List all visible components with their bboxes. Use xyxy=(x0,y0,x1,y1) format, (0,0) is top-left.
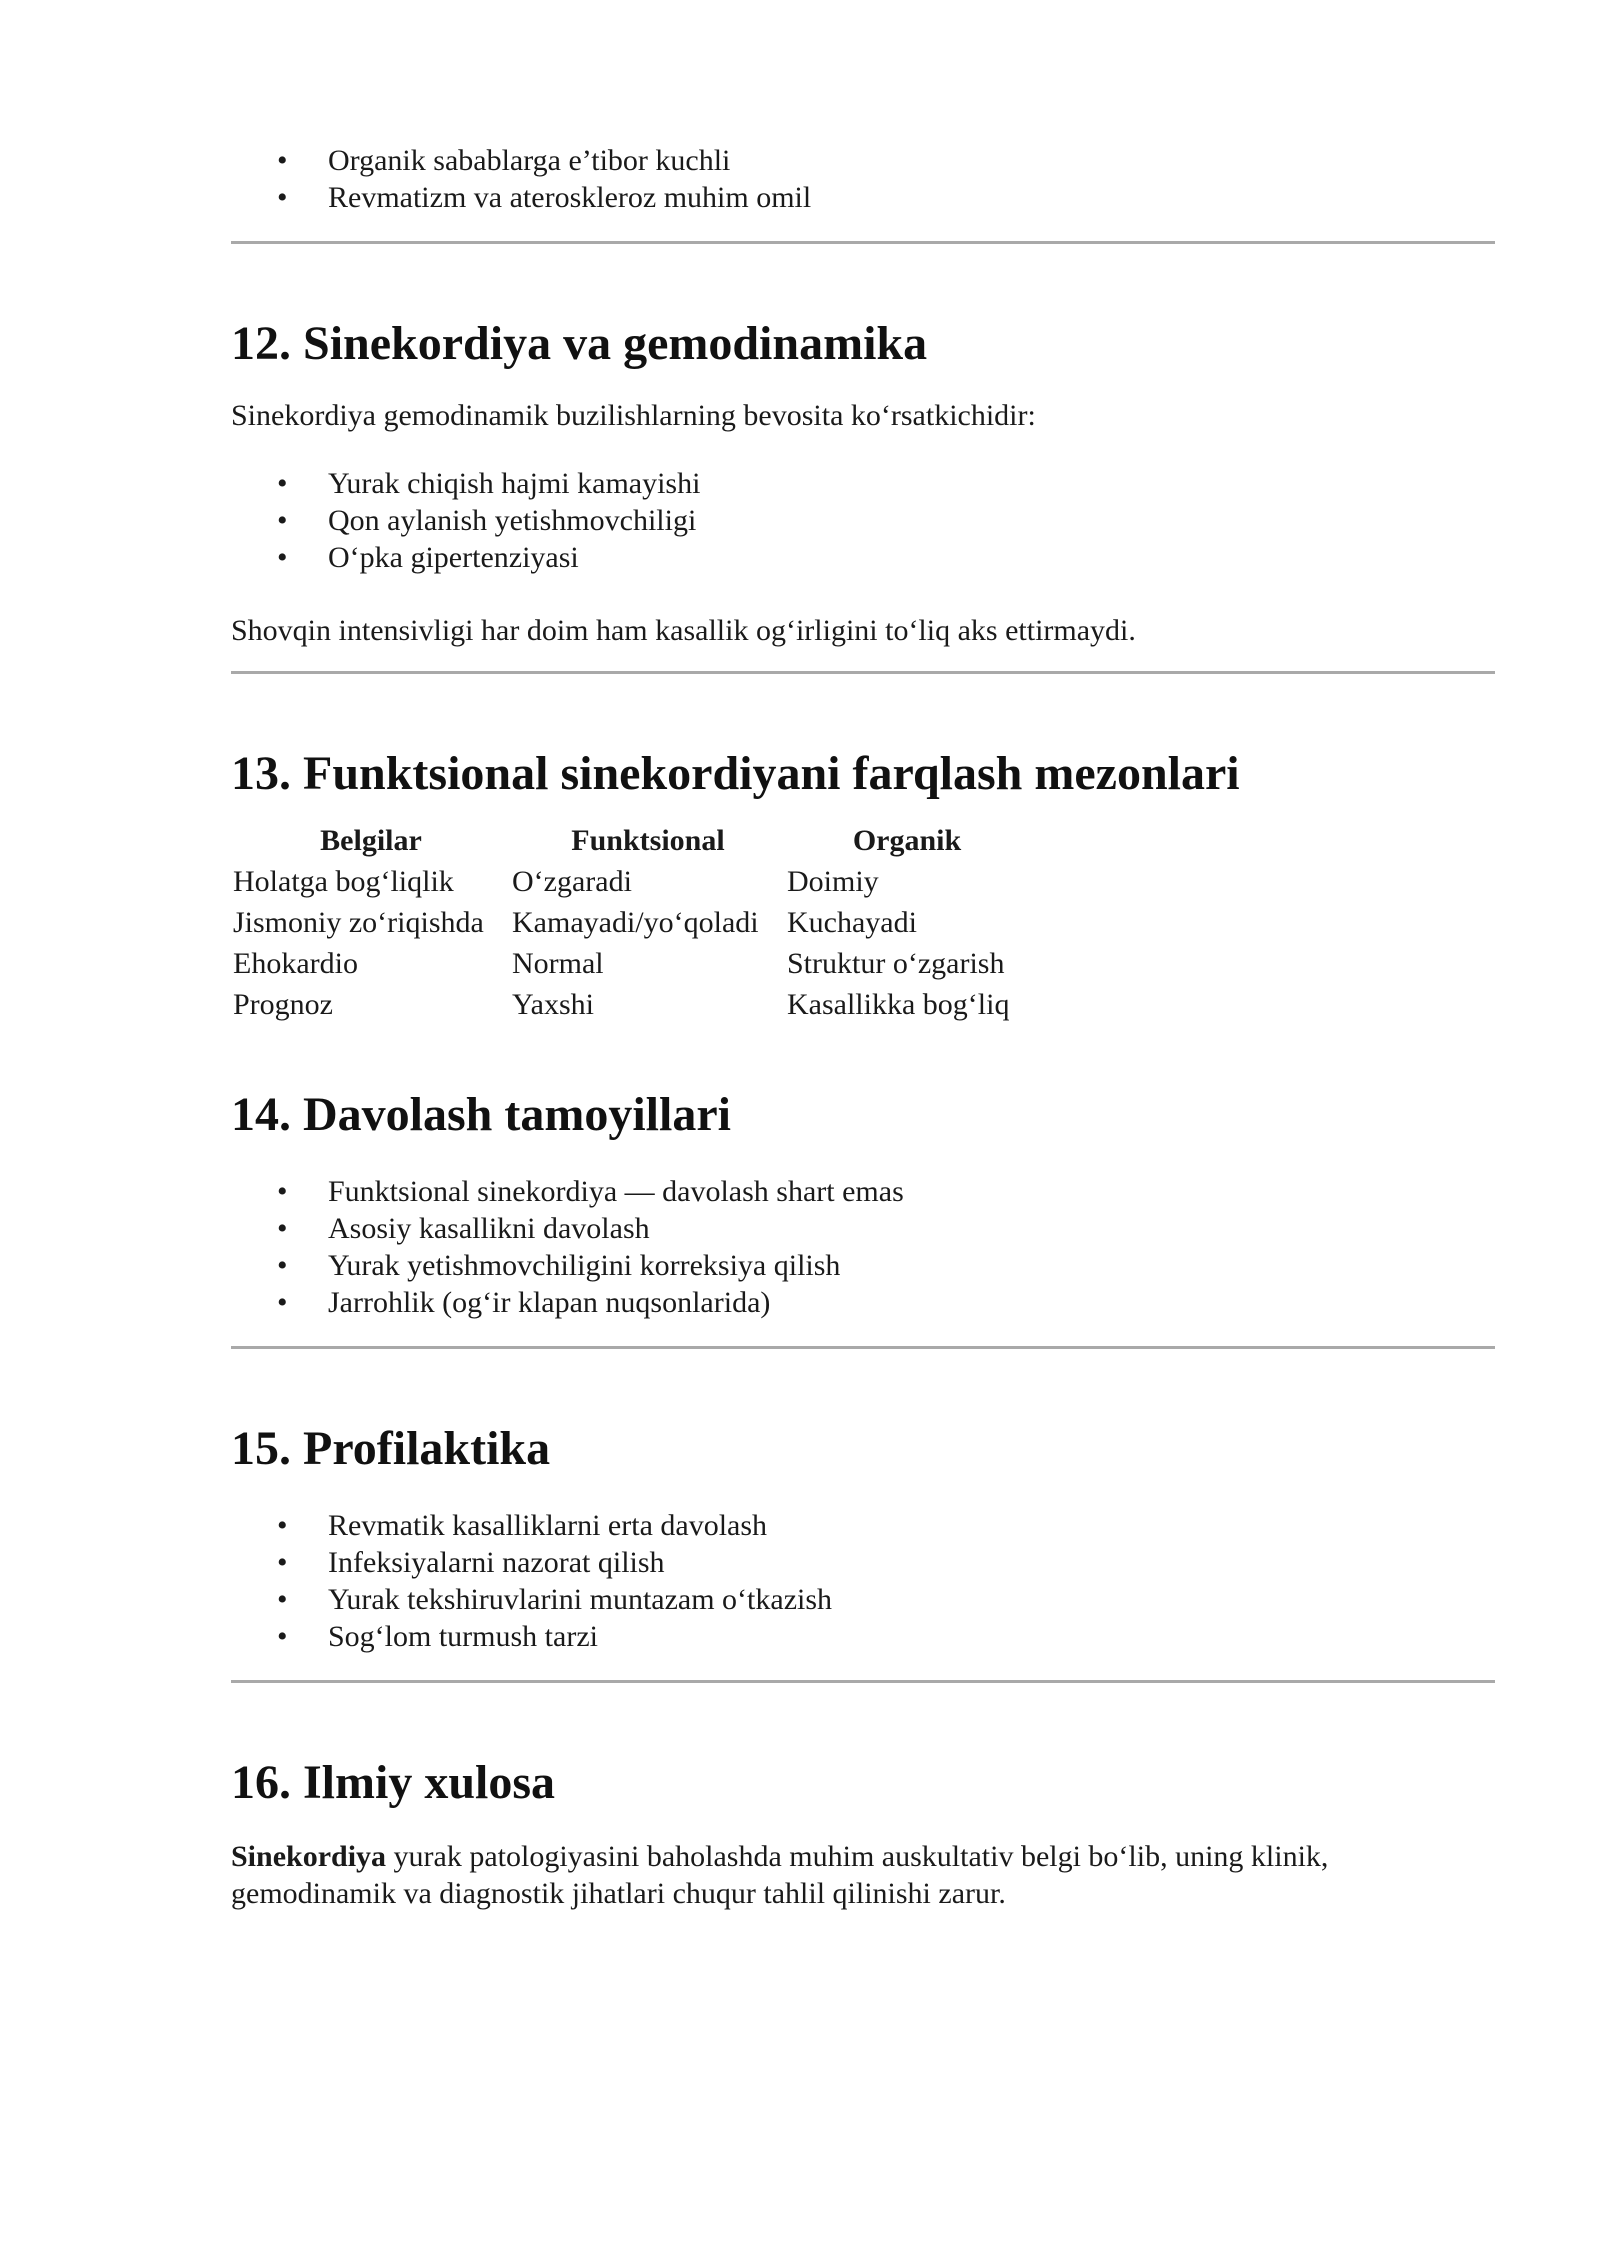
bullet-icon: • xyxy=(277,1212,288,1245)
section-divider xyxy=(231,241,1495,244)
section-12-note: Shovqin intensivligi har doim ham kasallik og‘irligini to‘liq aks ettirmaydi. xyxy=(231,614,1136,647)
list-item: • O‘pka gipertenziyasi xyxy=(277,541,579,574)
intro-list xyxy=(231,142,1495,216)
table-row xyxy=(233,984,1027,1025)
bullet-icon: • xyxy=(277,1286,288,1319)
bullet-icon: • xyxy=(277,541,288,574)
bullet-icon: • xyxy=(277,467,288,500)
list-item: • Sog‘lom turmush tarzi xyxy=(277,1620,598,1653)
section-15-heading: 15. Profilaktika xyxy=(231,1422,551,1475)
bullet-icon: • xyxy=(277,1583,288,1616)
table-cell: Kasallikka bog‘liq xyxy=(787,988,1010,1021)
table-row xyxy=(233,861,1027,902)
section-divider xyxy=(231,1680,1495,1683)
bullet-icon: • xyxy=(277,504,288,537)
table-cell: Normal xyxy=(512,947,604,980)
table-cell: Holatga bog‘liqlik xyxy=(233,865,454,898)
list-item: • Revmatik kasalliklarni erta davolash xyxy=(277,1509,768,1542)
table-cell: Doimiy xyxy=(787,865,879,898)
table-header-row xyxy=(233,820,1027,861)
bullet-icon: • xyxy=(277,181,288,214)
table-cell: Struktur o‘zgarish xyxy=(787,947,1005,980)
table-cell: Yaxshi xyxy=(512,988,594,1021)
list-item: • Qon aylanish yetishmovchiligi xyxy=(277,504,697,537)
list-item: • Revmatizm va ateroskleroz muhim omil xyxy=(277,181,812,214)
section-14-heading: 14. Davolash tamoyillari xyxy=(231,1088,731,1141)
list-item: • Funktsional sinekordiya — davolash shart emas xyxy=(277,1175,904,1208)
section-16-paragraph xyxy=(231,1838,1495,1912)
section-16-heading: 16. Ilmiy xulosa xyxy=(231,1756,556,1809)
bullet-icon: • xyxy=(277,1546,288,1579)
list-item: • Yurak yetishmovchiligini korreksiya qilish xyxy=(277,1249,841,1282)
section-14-list xyxy=(231,1173,1495,1321)
bullet-icon: • xyxy=(277,1509,288,1542)
list-item: • Yurak tekshiruvlarini muntazam o‘tkazish xyxy=(277,1583,833,1616)
list-item: • Asosiy kasallikni davolash xyxy=(277,1212,650,1245)
table-header-cell: Organik xyxy=(852,824,962,857)
table-cell: Ehokardio xyxy=(233,947,358,980)
section-12-list xyxy=(231,465,1495,576)
section-divider xyxy=(231,671,1495,674)
bullet-icon: • xyxy=(277,1620,288,1653)
section-12-heading: 12. Sinekordiya va gemodinamika xyxy=(231,317,928,370)
conclusion-lead-term: Sinekordiya xyxy=(231,1840,387,1873)
table-header-cell: Belgilar xyxy=(320,824,422,857)
bullet-icon: • xyxy=(277,1249,288,1282)
table-cell: Kuchayadi xyxy=(787,906,917,939)
table-cell: O‘zgaradi xyxy=(512,865,632,898)
list-item: • Infeksiyalarni nazorat qilish xyxy=(277,1546,665,1579)
bullet-icon: • xyxy=(277,144,288,177)
table-header-cell: Funktsional xyxy=(571,824,725,857)
list-item: • Yurak chiqish hajmi kamayishi xyxy=(277,467,701,500)
page-content xyxy=(231,142,1495,1912)
list-item: • Organik sabablarga e’tibor kuchli xyxy=(277,144,731,177)
table-row xyxy=(233,943,1027,984)
bullet-icon: • xyxy=(277,1175,288,1208)
conclusion-text: yurak patologiyasini baholashda muhim auskultativ belgi bo‘lib, uning klinik, gemodinamik va diagnostik jihatlari chuqur tahlil qilinishi zarur. xyxy=(231,1840,1329,1910)
section-12-intro: Sinekordiya gemodinamik buzilishlarning bevosita ko‘rsatkichidir: xyxy=(231,399,1036,432)
section-13-heading: 13. Funktsional sinekordiyani farqlash mezonlari xyxy=(231,747,1240,800)
section-15-list xyxy=(231,1507,1495,1655)
table-cell: Jismoniy zo‘riqishda xyxy=(233,906,484,939)
table-cell: Prognoz xyxy=(233,988,333,1021)
section-divider xyxy=(231,1346,1495,1349)
list-item: • Jarrohlik (og‘ir klapan nuqsonlarida) xyxy=(277,1286,771,1319)
table-cell: Kamayadi/yo‘qoladi xyxy=(512,906,759,939)
criteria-table xyxy=(230,820,1030,1025)
table-row xyxy=(233,902,1027,943)
